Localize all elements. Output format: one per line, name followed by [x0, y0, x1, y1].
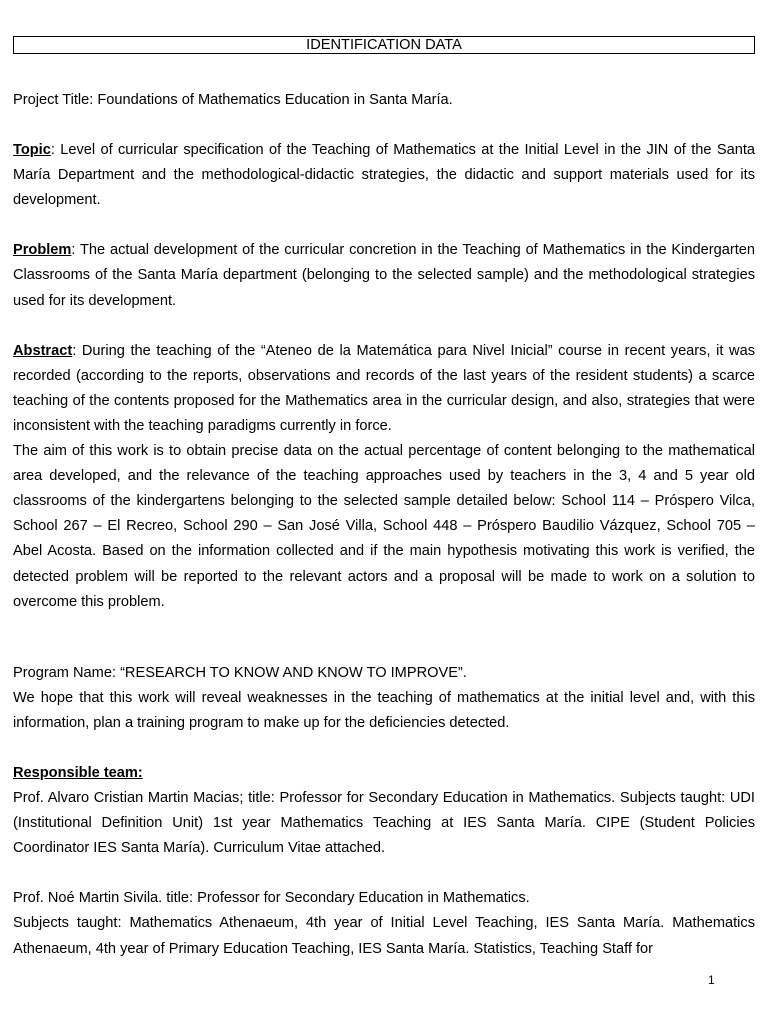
project-title-label: Project Title	[13, 92, 90, 108]
team-member-2-title: Prof. Noé Martin Sivila. title: Professor for Secondary Education in Mathematics.	[13, 890, 530, 907]
identification-data-title: IDENTIFICATION DATA	[306, 37, 462, 53]
abstract-paragraph: Abstract: During the teaching of the “Ateneo de la Matemática para Nivel Inicial” course in recent years, it was recorded (according to the reports, observations and records of the last years of the resident students) a scarce teaching of the contents proposed for the Mathematics area in the curricular design, and also, strategies that were inconsistent with the teaching paradigms currently in force.	[13, 342, 755, 434]
abstract-aim-paragraph: The aim of this work is to obtain precise data on the actual percentage of content belonging to the mathematical area developed, and the relevance of the teaching approaches used by teachers in the 3, 4 and 5 year old classrooms of the kindergartens belonging to the selected sample detailed below: School 114 – Próspero Vilca, School 267 – El Recreo, School 290 – San José Villa, School 448 – Próspero Baudilio Vázquez, School 705 – Abel Acosta. Based on the information collected and if the main hypothesis motivating this work is verified, the detected problem will be reported to the relevant actors and a proposal will be made to work on a solution to overcome this problem.	[13, 443, 755, 610]
problem-text: The actual development of the curricular concretion in the Teaching of Mathematics in the Kindergarten Classrooms of the Santa María department (belonging to the selected sample) and the methodological strategies used for its development.	[13, 242, 755, 309]
topic-label: Topic	[13, 142, 51, 159]
responsible-team-heading	[13, 761, 755, 786]
program-name-paragraph: Program Name: “RESEARCH TO KNOW AND KNOW TO IMPROVE”.	[13, 664, 467, 681]
document-page	[13, 36, 755, 962]
abstract-text: During the teaching of the “Ateneo de la Matemática para Nivel Inicial” course in recent years, it was recorded (according to the reports, observations and records of the last years of the resident students) a scarce teaching of the contents proposed for the Mathematics area in the curricular design, and also, strategies that were inconsistent with the teaching paradigms currently in force.	[13, 342, 755, 434]
team-member-2-subjects: Subjects taught: Mathematics Athenaeum, 4th year of Initial Level Teaching, IES Santa María. Mathematics Athenaeum, 4th year of Primary Education Teaching, IES Santa María. Statistics, Teaching Staff for	[13, 915, 755, 957]
topic-text: Level of curricular specification of the Teaching of Mathematics at the Initial Level in the JIN of the Santa María Department and the methodological-didactic strategies, the didactic and support materials used for its development.	[13, 142, 755, 209]
topic-paragraph: Topic: Level of curricular specification of the Teaching of Mathematics at the Initial Level in the JIN of the Santa María Department and the methodological-didactic strategies, the didactic and support materials used for its development.	[13, 142, 755, 209]
identification-data-header	[13, 36, 755, 54]
program-name-label: Program Name	[13, 664, 112, 681]
responsible-team-label: Responsible team:	[13, 764, 143, 781]
program-description: We hope that this work will reveal weaknesses in the teaching of mathematics at the initial level and, with this information, plan a training program to make up for the deficiencies detected.	[13, 689, 755, 731]
problem-paragraph: Problem: The actual development of the curricular concretion in the Teaching of Mathematics in the Kindergarten Classrooms of the Santa María department (belonging to the selected sample) and the methodological strategies used for its development.	[13, 242, 755, 309]
team-member-1: Prof. Alvaro Cristian Martin Macias; title: Professor for Secondary Education in Mathematics. Subjects taught: UDI (Institutional Definition Unit) 1st year Mathematics Teaching at IES Santa María. CIPE (Student Policies Coordinator IES Santa María). Curriculum Vitae attached.	[13, 790, 755, 857]
problem-label: Problem	[13, 242, 72, 259]
project-title-text: Foundations of Mathematics Education in Santa María.	[97, 92, 453, 108]
project-title-paragraph: Project Title: Foundations of Mathematics Education in Santa María.	[13, 92, 453, 108]
page-number: 1	[708, 973, 715, 987]
program-name-text: “RESEARCH TO KNOW AND KNOW TO IMPROVE”.	[120, 664, 467, 681]
abstract-label: Abstract	[13, 342, 73, 359]
